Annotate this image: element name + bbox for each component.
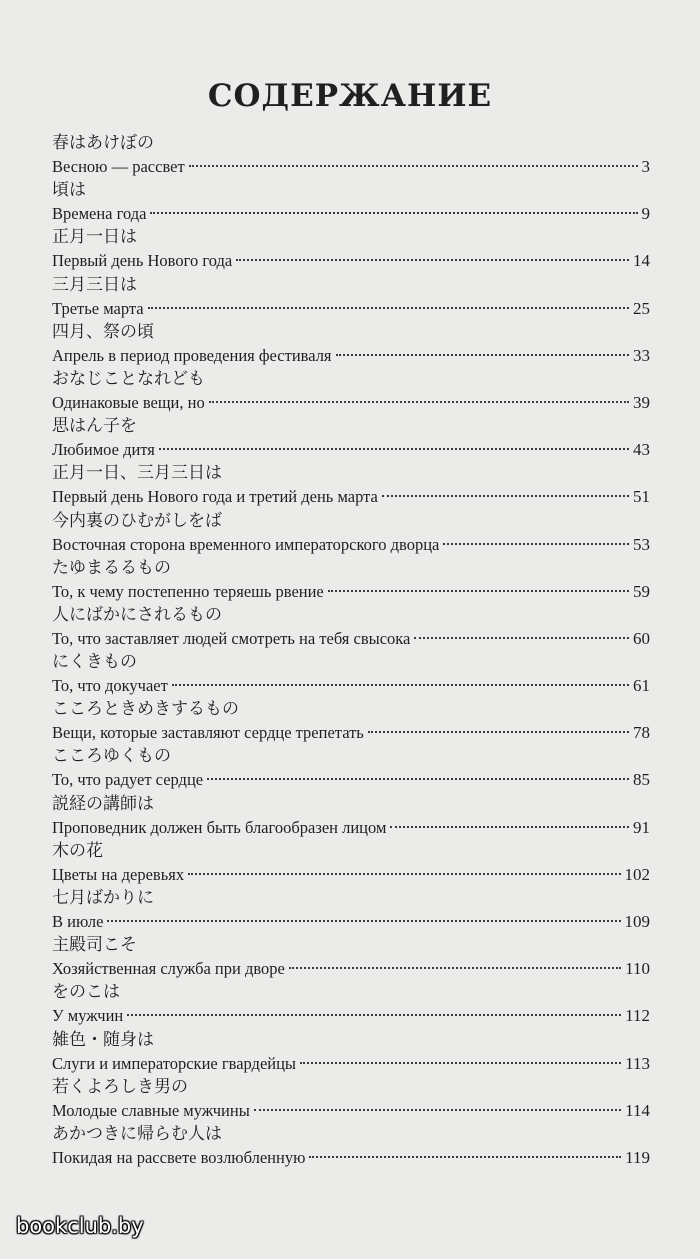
dot-leader (309, 1156, 621, 1158)
chapter-title: Молодые славные мужчины (52, 1100, 250, 1120)
page-number: 102 (624, 864, 650, 884)
japanese-heading: 七月ばかりに (52, 888, 154, 908)
toc-entry (52, 1029, 650, 1076)
japanese-heading: をのこは (52, 982, 120, 1003)
toc-line (52, 816, 650, 840)
dot-leader (289, 967, 621, 969)
toc-entry (52, 793, 650, 840)
page-number: 53 (633, 534, 650, 554)
chapter-title: Проповедник должен быть благообразен лицом (52, 817, 387, 837)
page-number: 60 (633, 628, 650, 648)
page-number: 114 (625, 1100, 650, 1120)
dot-leader (382, 495, 629, 497)
toc-line (52, 485, 650, 509)
toc-line (52, 721, 650, 745)
chapter-title: Хозяйственная служба при дворе (52, 959, 285, 979)
toc-entry (52, 415, 650, 462)
toc-line (52, 297, 650, 321)
page-number: 112 (625, 1006, 650, 1026)
dot-leader (127, 1014, 621, 1016)
toc-line (52, 768, 650, 792)
page-number: 3 (641, 157, 650, 176)
chapter-title: Первый день Нового года (52, 251, 233, 271)
page-number: 59 (633, 581, 650, 601)
toc-entry (52, 274, 650, 321)
japanese-heading: にくきもの (52, 652, 137, 673)
toc-line (52, 202, 650, 226)
chapter-title: Времена года (52, 204, 147, 224)
toc-entry (52, 887, 650, 934)
dot-leader (254, 1109, 621, 1111)
toc-line (52, 249, 650, 273)
page-number: 85 (633, 770, 650, 790)
toc-entry (52, 557, 650, 604)
chapter-title: Вещи, которые заставляют сердце трепетать (52, 723, 364, 743)
page-number: 61 (633, 676, 650, 696)
toc-entry (52, 840, 650, 887)
toc-entry (52, 1076, 650, 1123)
chapter-title: Любимое дитя (52, 440, 155, 460)
japanese-heading: 雑色・随身は (52, 1029, 154, 1050)
japanese-heading: あかつきに帰らむ人は (52, 1123, 222, 1144)
page-number: 91 (633, 817, 650, 837)
toc-line (52, 580, 650, 604)
dot-leader (189, 165, 638, 167)
dot-leader (207, 778, 629, 780)
toc-entry (52, 745, 650, 792)
chapter-title: Весною — рассвет (52, 157, 185, 176)
dot-leader (159, 448, 629, 450)
japanese-heading: 頃は (52, 180, 86, 201)
dot-leader (368, 731, 629, 733)
chapter-title: Третье марта (52, 298, 144, 318)
page-number: 119 (625, 1147, 650, 1167)
chapter-title: Апрель в период проведения фестиваля (52, 345, 332, 365)
dot-leader (188, 873, 620, 875)
dot-leader (209, 401, 629, 403)
toc-line (52, 674, 650, 698)
toc-entry (52, 510, 650, 557)
toc-entry (52, 179, 650, 226)
dot-leader (390, 826, 629, 828)
toc-line (52, 863, 650, 887)
chapter-title: То, что радует сердце (52, 770, 204, 790)
toc-line (52, 438, 650, 462)
chapter-title: Цветы на деревьях (52, 864, 185, 884)
dot-leader (336, 354, 629, 356)
japanese-heading: 主殿司こそ (52, 935, 137, 956)
dot-leader (414, 637, 629, 639)
toc-entry (52, 651, 650, 698)
japanese-heading: おなじことなれども (52, 368, 205, 389)
toc-entry (52, 981, 650, 1028)
page-number: 39 (633, 392, 650, 412)
toc-entry (52, 1123, 650, 1170)
page-title: СОДЕРЖАНИЕ (207, 78, 493, 114)
chapter-title: То, что докучает (52, 676, 168, 696)
toc-entry (52, 462, 650, 509)
toc-entry (52, 698, 650, 745)
toc-line (52, 957, 650, 981)
toc-line (52, 1099, 650, 1123)
japanese-heading: こころゆくもの (52, 746, 171, 767)
japanese-heading: 思はん子を (52, 416, 137, 437)
table-of-contents (52, 132, 650, 1170)
page-number: 109 (624, 912, 650, 931)
toc-line (52, 1146, 650, 1170)
toc-line (52, 344, 650, 368)
japanese-heading: 今内裏のひむがしをば (52, 510, 222, 531)
toc-line (52, 533, 650, 557)
toc-entry (52, 132, 650, 179)
page-number: 110 (625, 959, 650, 979)
toc-line (52, 391, 650, 415)
chapter-title: У мужчин (52, 1006, 124, 1026)
japanese-heading: 春はあけぼの (52, 133, 154, 153)
japanese-heading: 三月三日は (52, 274, 137, 295)
toc-line (52, 1004, 650, 1028)
toc-line (52, 155, 650, 179)
page-number: 9 (641, 204, 650, 224)
japanese-heading: 若くよろしき男の (52, 1076, 188, 1097)
chapter-title: То, что заставляет людей смотреть на тебя свысока (52, 628, 411, 648)
toc-line (52, 1052, 650, 1076)
page-number: 33 (633, 345, 650, 365)
watermark: bookclub.by (16, 1214, 144, 1238)
japanese-heading: 四月、祭の頃 (52, 321, 154, 342)
dot-leader (148, 307, 629, 309)
page-number: 43 (633, 440, 650, 460)
toc-entry (52, 604, 650, 651)
japanese-heading: たゆまるるもの (52, 557, 171, 578)
dot-leader (300, 1062, 621, 1064)
japanese-heading: 人にばかにされるもの (52, 604, 222, 625)
japanese-heading: 説経の講師は (52, 793, 154, 814)
toc-entry (52, 226, 650, 273)
japanese-heading: 正月一日は (52, 227, 137, 248)
chapter-title: В июле (52, 912, 104, 931)
dot-leader (328, 590, 629, 592)
japanese-heading: こころときめきするもの (52, 699, 239, 720)
toc-entry (52, 368, 650, 415)
page-number: 14 (633, 251, 650, 271)
page-number: 25 (633, 298, 650, 318)
page-number: 113 (625, 1053, 650, 1073)
dot-leader (236, 259, 629, 261)
chapter-title: Восточная сторона временного императорского дворца (52, 534, 440, 554)
page-number: 51 (633, 487, 650, 507)
toc-line (52, 910, 650, 934)
dot-leader (443, 543, 629, 545)
chapter-title: Покидая на рассвете возлюбленную (52, 1147, 306, 1167)
chapter-title: Первый день Нового года и третий день марта (52, 487, 378, 507)
chapter-title: Слуги и императорские гвардейцы (52, 1053, 297, 1073)
japanese-heading: 木の花 (52, 840, 103, 861)
dot-leader (172, 684, 629, 686)
dot-leader (107, 920, 620, 922)
japanese-heading: 正月一日、三月三日は (52, 463, 222, 484)
toc-entry (52, 321, 650, 368)
chapter-title: Одинаковые вещи, но (52, 392, 205, 412)
chapter-title: То, к чему постепенно теряешь рвение (52, 581, 324, 601)
toc-entry (52, 934, 650, 981)
toc-line (52, 627, 650, 651)
dot-leader (150, 212, 637, 214)
page-number: 78 (633, 723, 650, 743)
